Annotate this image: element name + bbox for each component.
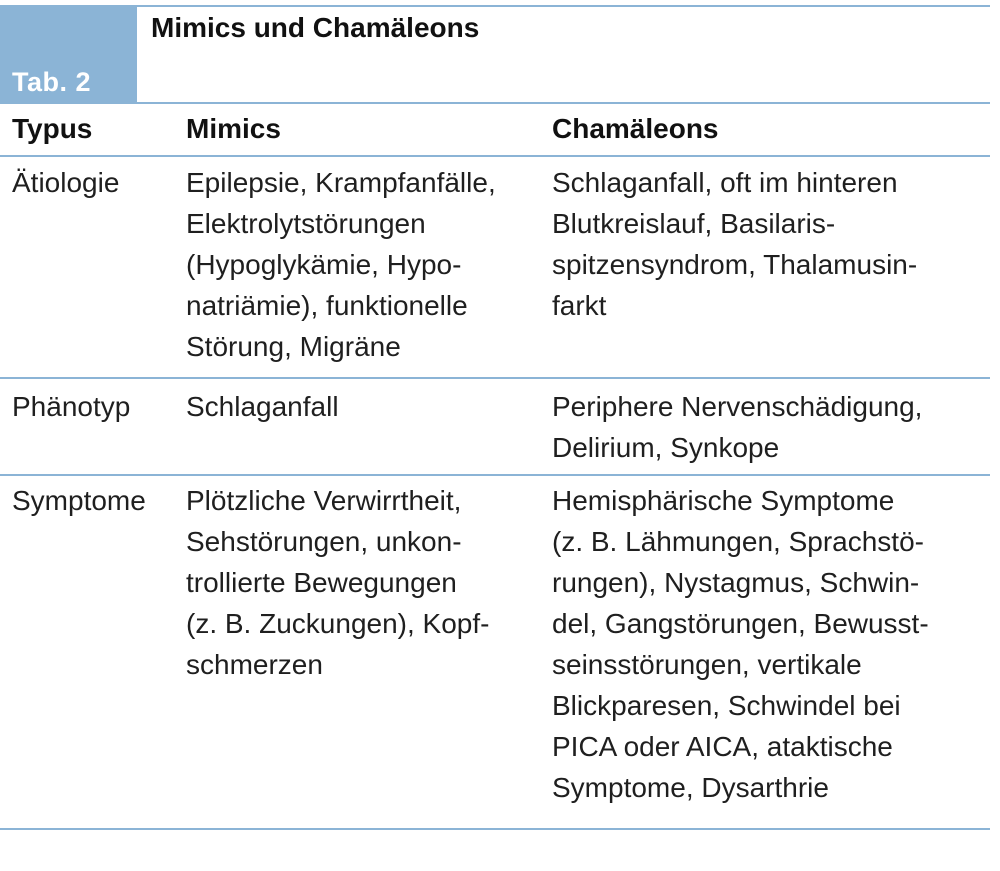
header-chamaeleons: Chamäleons [552,113,719,144]
table-label-box [0,5,137,104]
row-phaenotyp-chamaeleons: Periphere Nervenschädigung, Delirium, Synkope [552,391,923,463]
header-mimics: Mimics [186,113,281,144]
table-bottom-divider [0,828,990,830]
row-symptome-chamaeleons: Hemisphärische Symptome (z. B. Lähmungen, Sprachstö- rungen), Nystagmus, Schwin- del, Gangstörungen, Bewusst- seinsstörungen, vertikale Blickparesen, Schwindel bei PICA oder AICA, ataktische Symptome, Dysarthrie [552,485,929,803]
table-title: Mimics und Chamäleons [151,12,480,43]
row-divider [0,377,990,379]
header-divider [0,155,990,157]
table-label: Tab. 2 [12,67,92,97]
title-top-divider [137,5,990,7]
row-aetiologie-chamaeleons: Schlaganfall, oft im hinteren Blutkreislauf, Basilaris- spitzensyndrom, Thalamusin- farkt [552,167,918,321]
row-aetiologie-mimics: Epilepsie, Krampfanfälle, Elektrolytstörungen (Hypoglykämie, Hypo- natriämie), funktionelle Störung, Migräne [186,167,496,362]
row-divider [0,474,990,476]
row-phaenotyp-typus: Phänotyp [12,391,131,422]
table-header-row [0,104,990,154]
row-phaenotyp-mimics: Schlaganfall [186,391,339,422]
row-symptome-mimics: Plötzliche Verwirrtheit, Sehstörungen, unkon- trollierte Bewegungen (z. B. Zuckungen), Kopf- schmerzen [186,485,490,680]
row-aetiologie-typus: Ätiologie [12,167,120,198]
header-typus: Typus [12,113,93,144]
row-symptome-typus: Symptome [12,485,146,516]
